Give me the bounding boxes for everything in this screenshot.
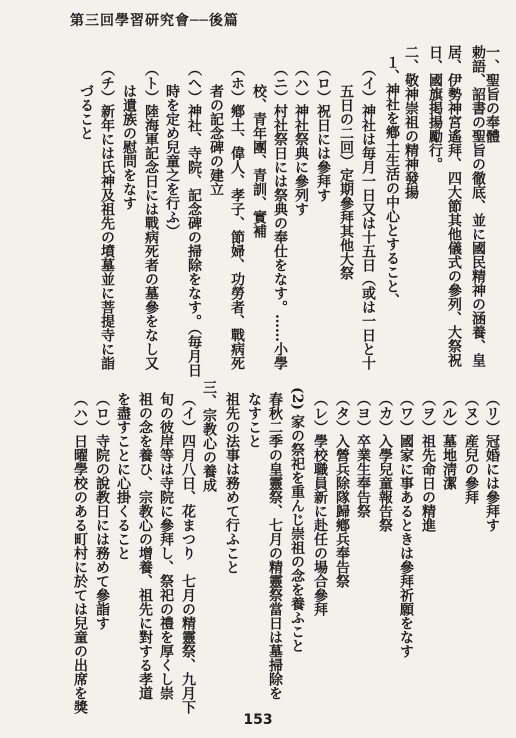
column: （カ）入學兒童報告祭 [377,392,393,532]
column: （チ）新年には氏神及祖先の墳墓並に菩提寺に詣 [99,62,115,370]
column: （レ）學校職員新に赴任の場合參拜 [312,392,328,616]
column: （リ）冠婚には參拜す [484,392,500,532]
column: 勅語、詔書の聖旨の徹底、並に國民精神の涵養、皇 [470,45,486,367]
column: １、神社を鄕土生活の中心とすること、 [384,55,400,307]
column: （ロ）祝日には參拜す [315,62,331,202]
column: 祖先の法事は務めて行ふこと [224,392,240,574]
running-header: 第三回學習研究會──後篇 [70,13,239,29]
column: 三、宗教心の養成 [201,380,217,492]
column: （イ）四月八日、花まつり 七月の精靈祭、九月下 [180,392,196,714]
column: 校、青年團、青訓、實補 [251,84,267,238]
column: （ニ）村社祭日には祭典の奉仕をなす。……小學 [272,62,288,370]
column: 五日の二回）定期參拜其他大祭 [338,84,354,280]
column: （ヨ）卒業生奉告祭 [355,392,371,518]
column: 時を定め兒童之を行ふ） [164,84,180,238]
column: （ト）陸海軍記念日には戰病死者の墓參をなし又 [143,62,159,370]
column: 者の記念碑の建立 [208,84,224,196]
column: 二、敬神崇祖の精神發揚 [403,45,419,199]
column: （ホ）鄕土、偉人、孝子、節婦、功勞者、戰病死 [229,62,245,370]
column: （ワ）國家に事あるときは參拜祈願をなす [398,392,414,658]
column: （ハ）神社祭典に參列す [293,62,309,216]
column: （ヘ）神社、寺院、記念碑の掃除をなす。（毎月日 [186,62,202,377]
column: （イ）神社は毎月一日又は十五日（或は一日と十 [360,62,376,370]
column: 居、伊勢神宮遙拜、四大節其他儀式の參列、大祭祝 [446,45,462,367]
column: は遺族の慰問をなす [121,84,137,210]
column: （ヌ）産兒の參拜 [463,392,479,504]
column: （タ）入營兵除隊歸鄕兵奉告祭 [334,392,350,588]
column: 旬の彼岸等は寺院に參拜し、祭祀の禮を厚くし崇 [158,392,174,700]
column: 祖の念を養ひ、宗教心の增養、祖先に對する孝道 [137,392,153,700]
column: （ロ）寺院の說教日には務めて參詣す [94,392,110,630]
column: （ヲ）祖先命日の精進 [420,392,436,532]
column: 一、聖旨の奉體 [484,45,500,143]
column: (2) 家の祭祀を重んじ崇祖の念を養ふこと [289,387,305,653]
column: づること [78,84,94,140]
column: （ル）墓地淸潔 [441,392,457,490]
page-number: 153 [243,712,273,728]
column: 日、國旗掲揚勵行。 [427,45,443,171]
column: （ハ）日曜學校のある町村に於ては兒童の出席を獎 [72,392,88,714]
column: を盡すことに心掛くること [115,392,131,560]
column: なすこと [246,392,262,448]
column: 春秋二季の皇靈祭、七月の精靈祭當日は墓掃除を [267,392,283,700]
